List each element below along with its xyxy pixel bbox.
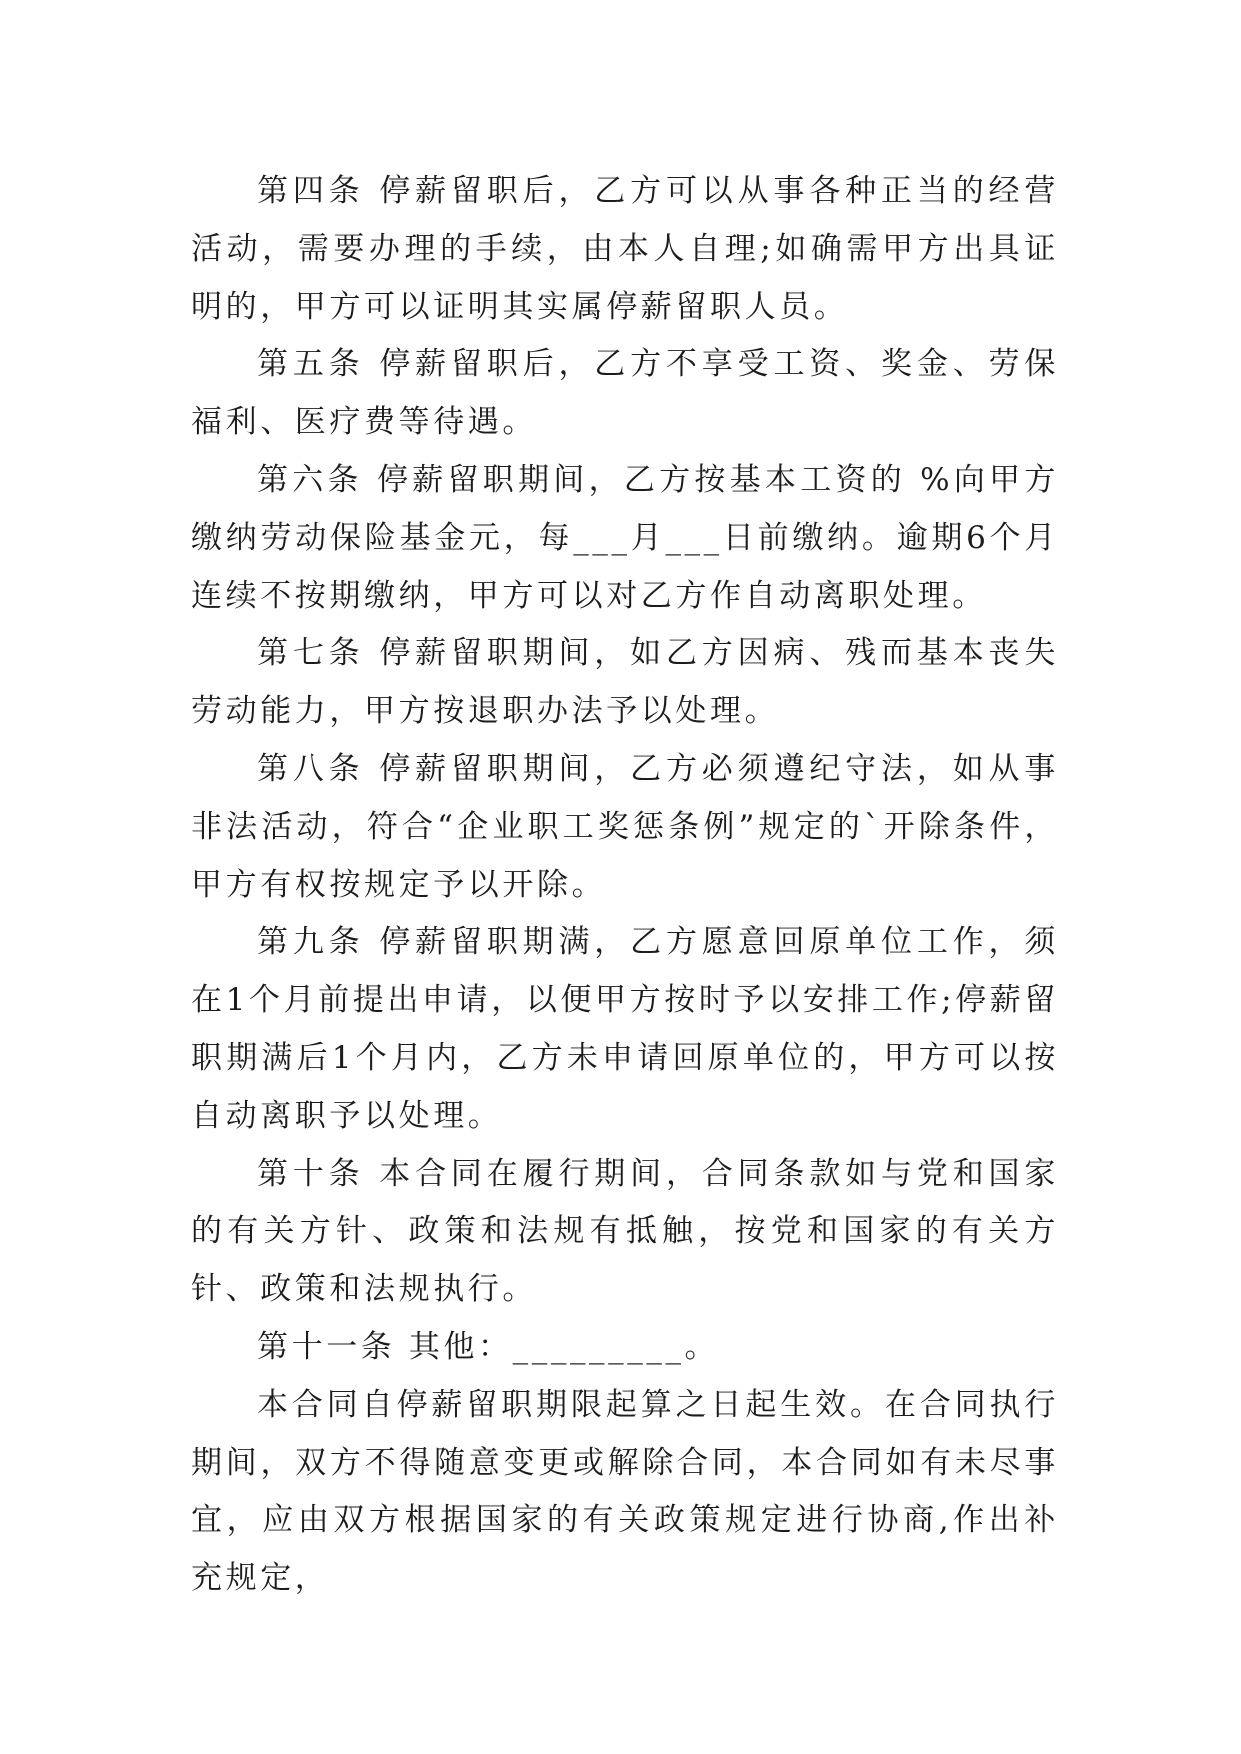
article-10-paragraph: 第十条 本合同在履行期间，合同条款如与党和国家的有关方针、政策和法规有抵触，按党和国家的有关方针、政策和法规执行。 <box>191 1155 1059 1308</box>
article-5-paragraph: 第五条 停薪留职后，乙方不享受工资、奖金、劳保福利、医疗费等待遇。 <box>191 346 1059 441</box>
effective-clause-paragraph: 本合同自停薪留职期限起算之日起生效。在合同执行期间，双方不得随意变更或解除合同，本合同如有未尽事宜，应由双方根据国家的有关政策规定进行协商,作出补充规定， <box>191 1386 1059 1597</box>
article-6-paragraph: 第六条 停薪留职期间，乙方按基本工资的 %向甲方缴纳劳动保险基金元，每___月___日前缴纳。逾期6个月连续不按期缴纳，甲方可以对乙方作自动离职处理。 <box>191 461 1059 614</box>
article-4-paragraph: 第四条 停薪留职后，乙方可以从事各种正当的经营活动，需要办理的手续，由本人自理;如确需甲方出具证明的，甲方可以证明其实属停薪留职人员。 <box>191 173 1059 325</box>
article-9-paragraph: 第九条 停薪留职期满，乙方愿意回原单位工作，须在1个月前提出申请，以便甲方按时予以安排工作;停薪留职期满后1个月内，乙方未申请回原单位的，甲方可以按自动离职予以处理。 <box>191 924 1059 1134</box>
article-8-paragraph: 第八条 停薪留职期间，乙方必须遵纪守法，如从事非法活动，符合“企业职工奖惩条例”规定的`开除条件，甲方有权按规定予以开除。 <box>191 750 1059 903</box>
article-7-paragraph: 第七条 停薪留职期间，如乙方因病、残而基本丧失劳动能力，甲方按退职办法予以处理。 <box>191 635 1059 730</box>
article-11-paragraph: 第十一条 其他：_________。 <box>257 1328 720 1365</box>
document-body <box>191 163 1059 1608</box>
